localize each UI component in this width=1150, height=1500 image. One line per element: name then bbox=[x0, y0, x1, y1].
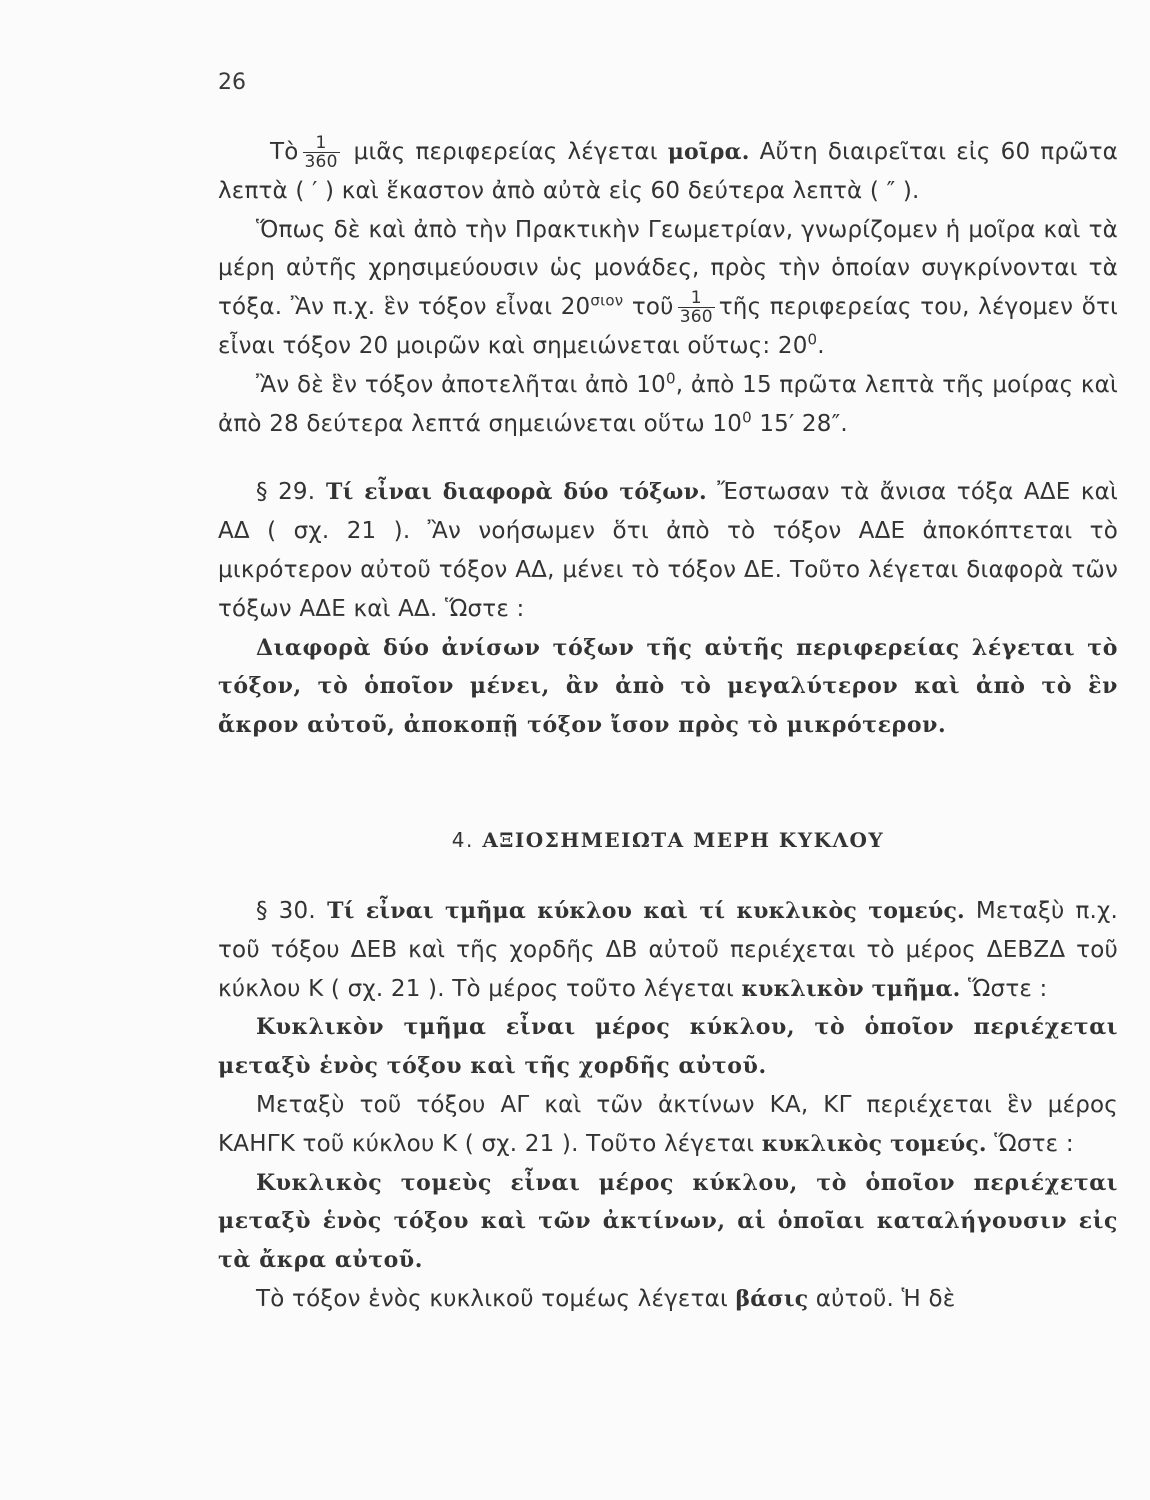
text-segment: τῆς περιφερείας του, λέγομεν ὅτι εἶναι τόξον 20 μοιρῶν καὶ σημειώνεται οὕτως: 20 bbox=[218, 294, 1118, 359]
term-sector: κυκλικὸς τομεύς. bbox=[761, 1130, 987, 1157]
definition-arc-difference: Διαφορὰ δύο ἀνίσων τόξων τῆς αὐτῆς περιφερείας λέγεται τὸ τόξον, τὸ ὁποῖον μένει, ἂν ἀπὸ τὸ μεγαλύτερον καὶ ἀπὸ τὸ ἓν ἄκρον αὐτοῦ, ἀποκοπῇ τόξον ἴσον πρὸς τὸ μικρότερον. bbox=[218, 634, 1118, 739]
term-base: βάσις bbox=[735, 1285, 809, 1312]
section-29 bbox=[218, 473, 1118, 628]
text-segment: Ἔστωσαν τὰ ἄνισα τόξα ΑΔΕ καὶ ΑΔ ( σχ. 21 ). Ἂν νοήσωμεν ὅτι ἀπὸ τὸ τόξον ΑΔΕ ἀποκόπτεται τὸ μικρότερον αὐτοῦ τόξον ΑΔ, μένει τὸ τόξον ΔΕ. Τοῦτο λέγεται διαφορὰ τῶν τόξων ΑΔΕ καὶ ΑΔ. Ὥστε : bbox=[218, 479, 1119, 622]
definition-circular-segment: Κυκλικὸν τμῆμα εἶναι μέρος κύκλου, τὸ ὁποῖον περιέχεται μεταξὺ ἑνὸς τόξου καὶ τῆς χορδῆς αὐτοῦ. bbox=[218, 1014, 1118, 1080]
term-moira: μοῖρα. bbox=[667, 139, 750, 165]
page-number: 26 bbox=[218, 70, 246, 95]
term-segment: κυκλικὸν τμῆμα. bbox=[741, 975, 961, 1002]
text-segment: . bbox=[817, 332, 825, 359]
section-label: § 29. bbox=[256, 479, 316, 506]
paragraph-degree-definition bbox=[218, 133, 1118, 211]
section-30 bbox=[218, 892, 1118, 1008]
fraction-numerator: 1 bbox=[678, 289, 715, 308]
fraction bbox=[303, 134, 340, 171]
heading-number: 4. bbox=[451, 828, 474, 852]
text-block-top bbox=[218, 133, 1118, 745]
section-label: § 30. bbox=[256, 898, 316, 924]
text-segment: Μεταξὺ τοῦ τόξου ΑΓ καὶ τῶν ἀκτίνων ΚΑ, ΚΓ περιέχεται ἓν μέρος ΚΑΗΓΚ τοῦ κύκλου Κ ( σχ. 21 ). Τοῦτο λέγεται bbox=[218, 1091, 1118, 1157]
fraction-denominator: 360 bbox=[304, 152, 338, 172]
text-segment: Ἂν δὲ ἓν τόξον ἀποτελῆται ἀπὸ 10 bbox=[256, 371, 666, 398]
superscript: σιον bbox=[590, 291, 624, 310]
text-segment: Ὥστε : bbox=[960, 975, 1048, 1002]
fraction bbox=[678, 289, 715, 326]
degree-mark: 0 bbox=[665, 369, 676, 388]
section-title: Τί εἶναι διαφορὰ δύο τόξων. bbox=[315, 479, 707, 506]
chapter-heading bbox=[218, 828, 1118, 852]
text-segment: Τὸ bbox=[270, 139, 299, 165]
text-segment: Ὅπως δὲ καὶ ἀπὸ τὴν Πρακτικὴν Γεωμετρίαν, γνωρίζομεν ἡ μοῖρα καὶ τὰ μέρη αὐτῆς χρησιμεύουσιν ὡς μονάδες, πρὸς τὴν ὁποίαν συγκρίνονται τὰ τόξα. Ἂν π.χ. ἓν τόξον εἶναι 20 bbox=[218, 216, 1118, 321]
text-segment: , ἀπὸ 15 πρῶτα λεπτὰ τῆς μοίρας καὶ ἀπὸ 28 δεύτερα λεπτά σημειώνεται οὕτω 10 bbox=[218, 371, 1118, 437]
text-segment: τοῦ bbox=[623, 294, 674, 321]
text-segment: μιᾶς περιφερείας λέγεται bbox=[343, 139, 668, 165]
text-segment: Αὔτη διαιρεῖται εἰς 60 πρῶτα λεπτὰ ( ′ ) καὶ ἕκαστον ἀπὸ αὐτὰ εἰς 60 δεύτερα λεπτὰ ( ″ ). bbox=[218, 139, 1118, 204]
text-block-bottom bbox=[218, 892, 1118, 1319]
text-segment: αὐτοῦ. Ἡ δὲ bbox=[808, 1285, 956, 1312]
paragraph-sector bbox=[218, 1086, 1118, 1164]
section-title: Τί εἶναι τμῆμα κύκλου καὶ τί κυκλικὸς τομεύς. bbox=[315, 898, 965, 924]
text-segment: Τὸ τόξον ἑνὸς κυκλικοῦ τομέως λέγεται bbox=[256, 1285, 736, 1312]
degree-mark: 0 bbox=[742, 407, 752, 426]
heading-text: ΑΞΙΟΣΗΜΕΙΩΤΑ ΜΕΡΗ ΚΥΚΛΟΥ bbox=[482, 828, 885, 852]
fraction-numerator: 1 bbox=[303, 134, 340, 153]
paragraph-units bbox=[218, 211, 1118, 366]
fraction-denominator: 360 bbox=[679, 307, 713, 328]
degree-mark: 0 bbox=[807, 330, 818, 349]
text-segment: 15′ 28″. bbox=[751, 410, 848, 437]
definition-circular-sector: Κυκλικὸς τομεὺς εἶναι μέρος κύκλου, τὸ ὁποῖον περιέχεται μεταξὺ ἑνὸς τόξου καὶ τῶν ἀκτίνων, αἱ ὁποῖαι καταλήγουσιν εἰς τὰ ἄκρα αὐτοῦ. bbox=[218, 1169, 1118, 1274]
text-segment: Ὥστε : bbox=[986, 1130, 1074, 1157]
paragraph-notation bbox=[218, 366, 1118, 444]
paragraph-base bbox=[218, 1280, 1118, 1319]
text-segment: Μεταξὺ π.χ. τοῦ τόξου ΔΕΒ καὶ τῆς χορδῆς ΔΒ αὐτοῦ περιέχεται τὸ μέρος ΔΕΒΖΔ τοῦ κύκλου Κ ( σχ. 21 ). Τὸ μέρος τοῦτο λέγεται bbox=[218, 898, 1118, 1002]
